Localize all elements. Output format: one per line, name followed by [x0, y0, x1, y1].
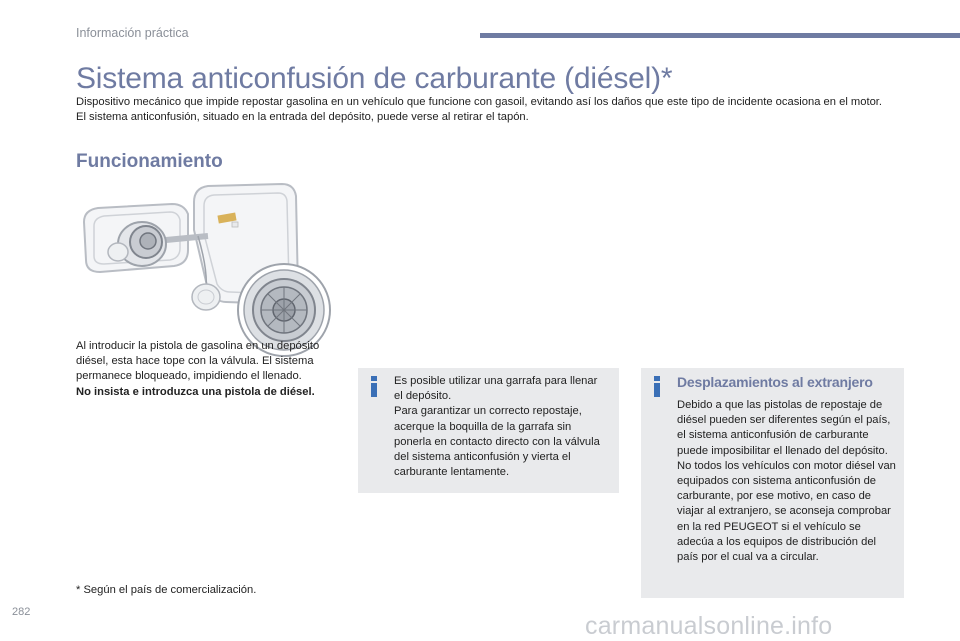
- hinge-arm: [166, 236, 208, 240]
- intro-paragraph: Dispositivo mecánico que impide repostar gasolina en un vehículo que funcione con gasoil, evitando así los daños que este tipo de incidente ocasiona en el motor.: [76, 96, 883, 108]
- note-paragraph: Para garantizar un correcto repostaje, acerque la boquilla de la garrafa sin ponerla en contacto directo con la válvula del sistema anticonfusión y vierta el carburante lentamente.: [394, 405, 600, 479]
- note-paragraph: Debido a que las pistolas de repostaje de diésel pueden ser diferentes según el país, el sistema anticonfusión de carburante puede imposibilitar el llenado del depósito.: [677, 399, 891, 457]
- info-note-jerrycan: [358, 368, 619, 493]
- filler-neck-center: [140, 233, 156, 249]
- note-paragraph: No todos los vehículos con motor diésel van equipados con sistema anticonfusión de carburante, por ese motivo, en caso de viajar al extranjero, se aconseja comprobar en la red PEUGEOT si el vehículo se adecúa a los equipos de distribución del país por el cual va a circular.: [677, 459, 896, 564]
- note-paragraph: Es posible utilizar una garrafa para llenar el depósito.: [394, 375, 598, 403]
- header-bar: [480, 33, 960, 38]
- operation-paragraph: Al introducir la pistola de gasolina en un depósito diésel, esta hace tope con la válvula. El sistema permanece bloqueado, impidiendo el llenado.: [76, 340, 320, 383]
- fuel-label-small: [232, 222, 238, 227]
- intro-paragraph: El sistema anticonfusión, situado en la entrada del depósito, puede verse al retirar el tapón.: [76, 111, 529, 123]
- section-tag: Información práctica: [76, 26, 189, 40]
- info-icon: [368, 376, 382, 398]
- intro-text: [76, 95, 906, 125]
- operation-text: [76, 339, 338, 400]
- watermark: carmanualsonline.info: [585, 612, 833, 640]
- note-title: Desplazamientos al extranjero: [677, 374, 873, 390]
- fuel-filler-illustration: [76, 180, 346, 360]
- info-icon: [651, 376, 665, 398]
- operation-warning: No insista e introduzca una pistola de diésel.: [76, 385, 315, 398]
- page-title: Sistema anticonfusión de carburante (diésel)*: [76, 62, 673, 95]
- footnote: * Según el país de comercialización.: [76, 584, 257, 596]
- info-note-abroad: [641, 368, 904, 598]
- cap-left: [108, 243, 128, 261]
- hanging-cap: [192, 284, 220, 310]
- section-heading: Funcionamiento: [76, 151, 223, 172]
- page-number: 282: [12, 606, 31, 618]
